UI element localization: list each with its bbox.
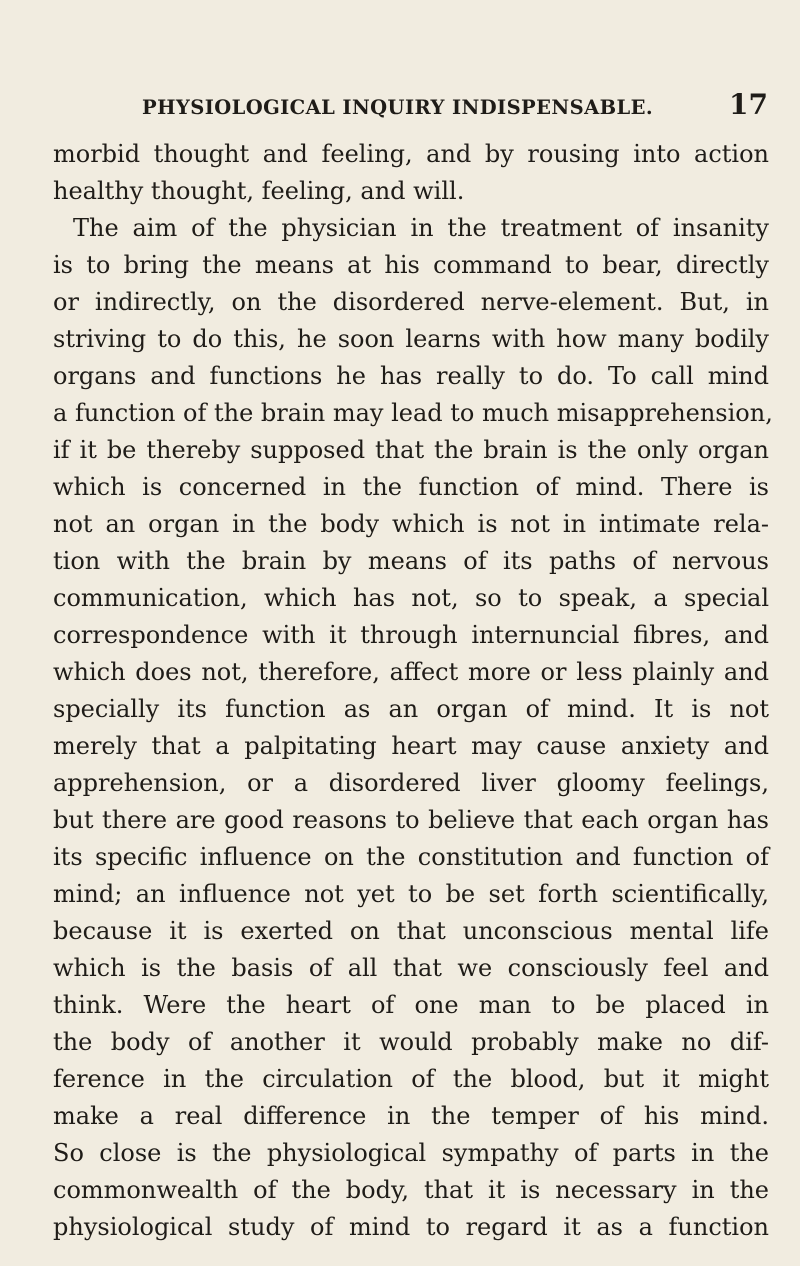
body-text [53, 136, 773, 1246]
text-line: healthy thought, feeling, and will. [53, 177, 465, 205]
text-line: which is concerned in the function of mind. There is [53, 473, 769, 501]
text-line: not an organ in the body which is not in intimate rela- [53, 510, 769, 538]
text-line: merely that a palpitating heart may cause anxiety and [53, 732, 769, 760]
text-line: because it is exerted on that unconscious mental life [53, 917, 769, 945]
text-line: morbid thought and feeling, and by rousing into action [53, 140, 769, 168]
text-line: its specific influence on the constitution and function of [53, 843, 769, 871]
running-head [142, 88, 768, 122]
text-line: which is the basis of all that we consciously feel and [53, 954, 769, 982]
text-line: is to bring the means at his command to bear, directly [53, 251, 769, 279]
text-line: mind; an influence not yet to be set forth scientifically, [53, 880, 769, 908]
text-line: striving to do this, he soon learns with how many bodily [53, 325, 769, 353]
text-line: tion with the brain by means of its paths of nervous [53, 547, 769, 575]
text-line: or indirectly, on the disordered nerve-element. But, in [53, 288, 769, 316]
text-line: commonwealth of the body, that it is necessary in the [53, 1176, 769, 1204]
text-line: The aim of the physician in the treatment of insanity [73, 214, 769, 242]
text-line: a function of the brain may lead to much misapprehension, [53, 399, 773, 427]
text-line: make a real difference in the temper of his mind. [53, 1102, 769, 1130]
text-line: So close is the physiological sympathy of parts in the [53, 1139, 769, 1167]
text-line: communication, which has not, so to speak, a special [53, 584, 769, 612]
text-line: physiological study of mind to regard it as a function [53, 1213, 769, 1241]
text-line: if it be thereby supposed that the brain is the only organ [53, 436, 769, 464]
text-line: organs and functions he has really to do. To call mind [53, 362, 769, 390]
page-number: 17 [729, 88, 768, 121]
text-line: which does not, therefore, affect more or less plainly and [53, 658, 769, 686]
text-line: ference in the circulation of the blood, but it might [53, 1065, 769, 1093]
text-line: specially its function as an organ of mind. It is not [53, 695, 769, 723]
running-title: PHYSIOLOGICAL INQUIRY INDISPENSABLE. [142, 96, 654, 119]
text-line: but there are good reasons to believe that each organ has [53, 806, 769, 834]
text-line: apprehension, or a disordered liver gloomy feelings, [53, 769, 769, 797]
text-line: the body of another it would probably make no dif- [53, 1028, 769, 1056]
text-line: correspondence with it through internuncial fibres, and [53, 621, 769, 649]
text-line: think. Were the heart of one man to be placed in [53, 991, 769, 1019]
